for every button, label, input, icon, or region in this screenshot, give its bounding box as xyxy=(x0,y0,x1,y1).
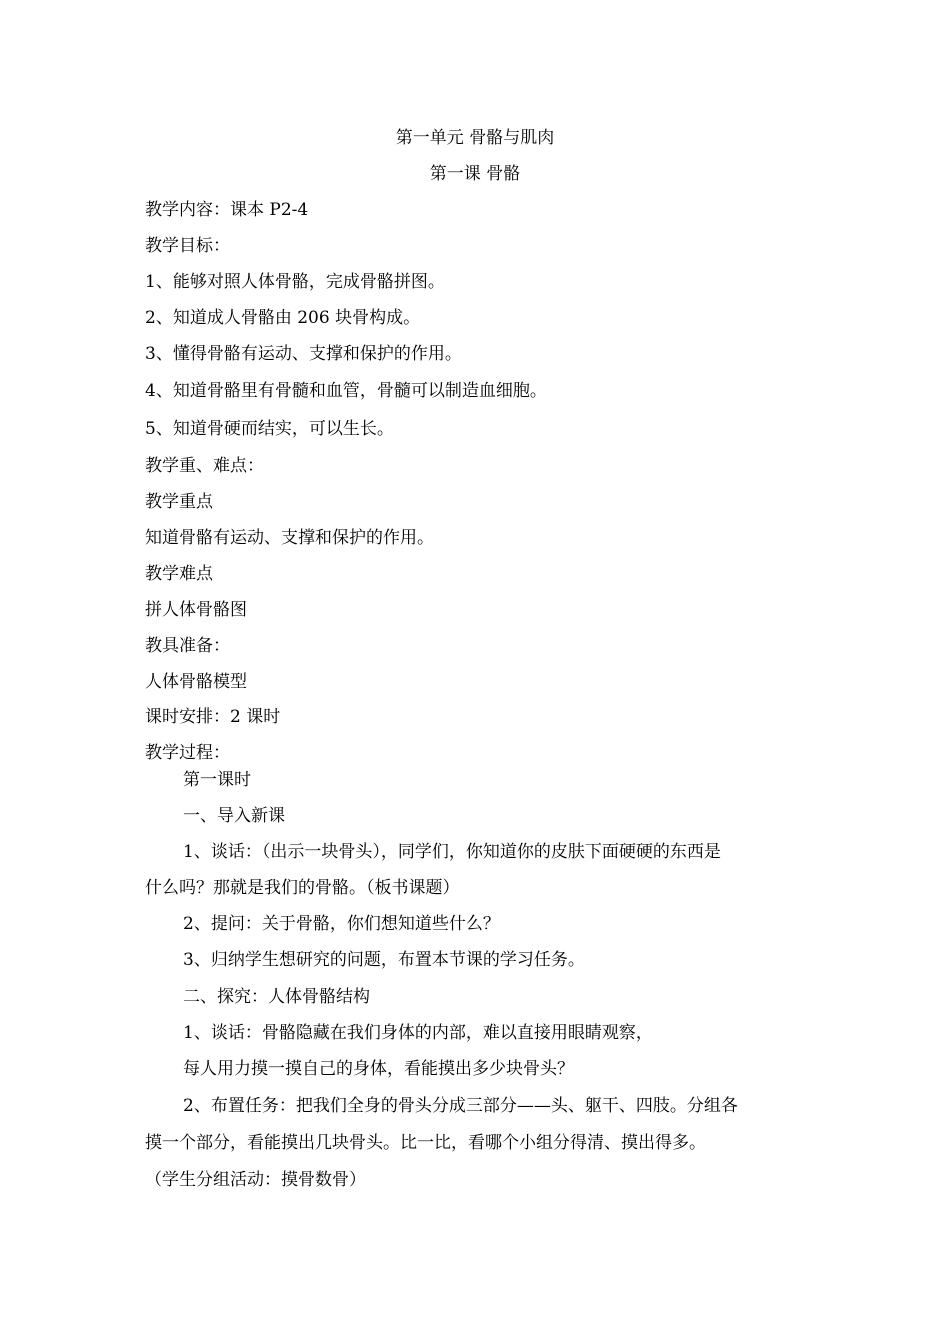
key-difficult-heading: 教学重、难点： xyxy=(145,456,264,476)
process-line: 摸一个部分，看能摸出几块骨头。比一比，看哪个小组分得清、摸出得多。 xyxy=(145,1133,706,1153)
goal-item: 3、懂得骨骼有运动、支撑和保护的作用。 xyxy=(145,344,462,364)
process-line: 每人用力摸一摸自己的身体，看能摸出多少块骨头？ xyxy=(183,1059,574,1079)
lesson-title: 第一课 骨骼 xyxy=(429,164,521,184)
process-line: 二、探究：人体骨骼结构 xyxy=(183,987,370,1007)
key-point-heading: 教学重点 xyxy=(145,492,213,512)
process-line: 第一课时 xyxy=(183,770,251,790)
teaching-goals-heading: 教学目标： xyxy=(145,236,230,256)
schedule: 课时安排：2 课时 xyxy=(145,707,281,727)
process-line: 3、归纳学生想研究的问题，布置本节课的学习任务。 xyxy=(183,950,585,970)
teaching-content: 教学内容：课本 P2-4 xyxy=(145,200,309,220)
materials-heading: 教具准备： xyxy=(145,636,230,656)
key-point: 知道骨骼有运动、支撑和保护的作用。 xyxy=(145,528,434,548)
process-line: 1、谈话：（出示一块骨头），同学们，你知道你的皮肤下面硬硬的东西是 xyxy=(183,842,721,862)
process-line: 1、谈话：骨骼隐藏在我们身体的内部，难以直接用眼睛观察， xyxy=(183,1023,653,1043)
unit-title: 第一单元 骨骼与肌肉 xyxy=(395,128,555,148)
process-line: 2、布置任务：把我们全身的骨头分成三部分——头、躯干、四肢。分组各 xyxy=(183,1096,738,1116)
difficult-point-heading: 教学难点 xyxy=(145,564,213,584)
goal-item: 4、知道骨骼里有骨髓和血管，骨髓可以制造血细胞。 xyxy=(145,381,547,401)
process-line: 2、提问：关于骨骼，你们想知道些什么？ xyxy=(183,914,500,934)
goal-item: 5、知道骨硬而结实，可以生长。 xyxy=(145,419,394,439)
process-line: 什么吗？那就是我们的骨骼。（板书课题） xyxy=(145,878,460,898)
process-line: （学生分组活动：摸骨数骨） xyxy=(145,1170,366,1190)
process-line: 一、导入新课 xyxy=(183,806,285,826)
materials: 人体骨骼模型 xyxy=(145,672,247,692)
goal-item: 2、知道成人骨骼由 206 块骨构成。 xyxy=(145,308,421,328)
process-heading: 教学过程： xyxy=(145,743,230,763)
goal-item: 1、能够对照人体骨骼，完成骨骼拼图。 xyxy=(145,272,445,292)
difficult-point: 拼人体骨骼图 xyxy=(145,600,247,620)
